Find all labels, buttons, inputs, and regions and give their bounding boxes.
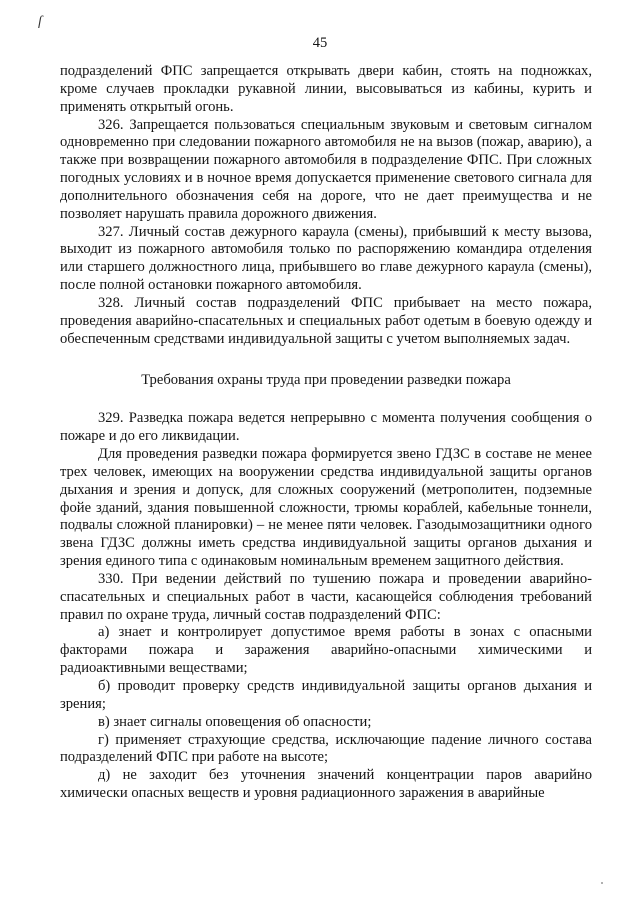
paragraph-326: 326. Запрещается пользоваться специальным звуковым и световым сигналом одновременно при следовании пожарного автомобиля не на вызов (пожар, аварию), а также при возвращении пожарного автомобиля в подразделение ФПС. При сложных погодных условиях и в ночное время допускается применение светового сигнала для дополнительного обозначения себя на дороге, что не дает преимущества и не позволяет нарушать правила дорожного движения.: [60, 116, 592, 222]
list-item-g: г) применяет страхующие средства, исключающие падение личного состава подразделений ФПС при работе на высоте;: [60, 731, 592, 766]
paragraph-330: 330. При ведении действий по тушению пожара и проведении аварийно-спасательных и специальных работ в части, касающейся соблюдения требований правил по охране труда, личный состав подразделений ФПС:: [60, 570, 592, 623]
page-body: [60, 63, 592, 803]
section-heading: Требования охраны труда при проведении разведки пожара: [141, 371, 511, 388]
list-item-d: д) не заходит без уточнения значений концентрации паров аварийно химически опасных веществ и уровня радиационного заражения в аварийные: [60, 767, 592, 802]
paragraph-329-gdzs: Для проведения разведки пожара формируется звено ГДЗС в составе не менее трех человек, имеющих на вооружении средства индивидуальной защиты органов дыхания и зрения и допуск, для сложных сооружений (метрополитен, подземные фойе зданий, здания повышенной сложности, трюмы кораблей, кабельные тоннели, подвалы сложной планировки) – не менее пяти человек. Газодымозащитники одного звена ГДЗС должны иметь средства индивидуальной защиты органов дыхания и зрения единого типа с одинаковым номинальным временем защитного действия.: [60, 446, 592, 570]
paragraph-327: 327. Личный состав дежурного караула (смены), прибывший к месту вызова, выходит из пожарного автомобиля только по распоряжению командира отделения или старшего должностного лица, прибывшего во главе дежурного караула (смены), после полной остановки пожарного автомобиля.: [60, 223, 592, 294]
list-item-b: б) проводит проверку средств индивидуальной защиты органов дыхания и зрения;: [60, 678, 592, 712]
paragraph-329: 329. Разведка пожара ведется непрерывно с момента получения сообщения о пожаре и до его ликвидации.: [60, 410, 592, 445]
list-item-v: в) знает сигналы оповещения об опасности;: [98, 713, 372, 730]
scan-speck: [601, 882, 603, 884]
list-item-a: а) знает и контролирует допустимое время работы в зонах с опасными факторами пожара и заражения аварийно-опасными химическими и радиоактивными веществами;: [60, 624, 592, 677]
paragraph-328: 328. Личный состав подразделений ФПС прибывает на место пожара, проведения аварийно-спасательных и специальных работ одетым в боевую одежду и обеспеченным средствами индивидуальной защиты с учетом выполняемых задач.: [60, 294, 592, 347]
margin-mark: ſ: [38, 14, 42, 29]
paragraph-continuation: подразделений ФПС запрещается открывать двери кабин, стоять на подножках, кроме случаев прокладки рукавной линии, высовываться из кабины, курить и применять открытый огонь.: [60, 63, 592, 115]
page-number: 45: [312, 35, 328, 51]
